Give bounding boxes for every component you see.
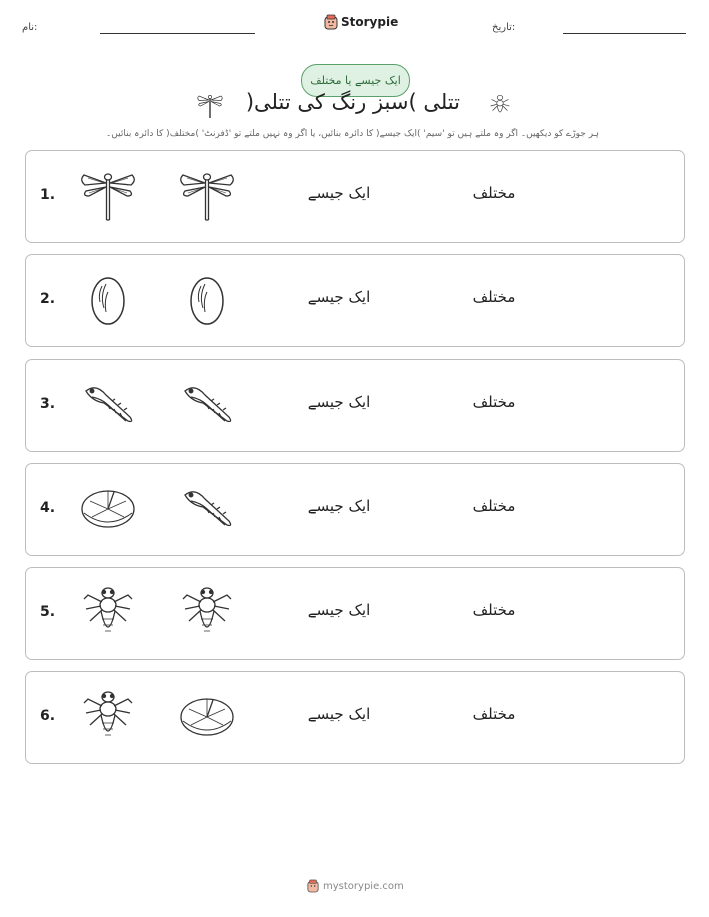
exercise-row: [25, 150, 685, 243]
nymph-icon: [177, 585, 237, 641]
nymph-jaw-icon: [177, 481, 237, 537]
egg-icon: [177, 272, 237, 328]
row-number: 1.: [40, 187, 56, 203]
dragonfly-icon: [177, 168, 237, 224]
nymph-icon: [78, 585, 138, 641]
date-line[interactable]: [563, 33, 686, 34]
dragonfly-icon: [193, 92, 227, 124]
nymph-jaw-icon: [78, 377, 138, 433]
exercise-row: [25, 254, 685, 347]
lily-pad-icon: [177, 689, 237, 745]
date-label: تاریخ:: [492, 22, 516, 33]
lily-pad-icon: [78, 481, 138, 537]
exercise-row: [25, 567, 685, 660]
exercise-row: [25, 671, 685, 764]
instructions: ہر جوڑے کو دیکھیں۔ اگر وہ ملتے ہیں تو 'سیم' )ایک جیسے( کا دائرہ بنائیں، یا اگر وہ نہیں ملتے تو 'ڈفرنٹ' )مختلف( کا دائرہ بنائیں۔: [106, 129, 599, 139]
nymph-jaw-icon: [177, 377, 237, 433]
title-row: [0, 90, 709, 124]
same-option[interactable]: ایک جیسے: [307, 601, 371, 619]
worksheet-header: [0, 10, 709, 40]
row-number: 5.: [40, 604, 56, 620]
brand-name: Storypie: [341, 15, 399, 29]
same-option[interactable]: ایک جیسے: [307, 705, 371, 723]
footer-url[interactable]: mystorypie.com: [323, 880, 404, 892]
same-option[interactable]: ایک جیسے: [307, 184, 371, 202]
footer: [307, 879, 404, 893]
worksheet-type-badge: ایک جیسے یا مختلف: [301, 64, 410, 97]
different-option[interactable]: مختلف: [472, 184, 516, 202]
same-option[interactable]: ایک جیسے: [307, 288, 371, 306]
different-option[interactable]: مختلف: [472, 705, 516, 723]
name-label: نام:: [22, 22, 38, 33]
dragonfly-icon: [78, 168, 138, 224]
same-option[interactable]: ایک جیسے: [307, 497, 371, 515]
row-number: 3.: [40, 396, 56, 412]
different-option[interactable]: مختلف: [472, 288, 516, 306]
name-line[interactable]: [100, 33, 255, 34]
brand-logo: [324, 14, 398, 30]
storypie-mascot-icon: [324, 14, 338, 30]
storypie-mascot-icon: [307, 879, 319, 893]
nymph-icon: [78, 689, 138, 745]
different-option[interactable]: مختلف: [472, 601, 516, 619]
row-number: 2.: [40, 291, 56, 307]
row-number: 6.: [40, 708, 56, 724]
different-option[interactable]: مختلف: [472, 497, 516, 515]
row-number: 4.: [40, 500, 56, 516]
exercise-row: [25, 463, 685, 556]
different-option[interactable]: مختلف: [472, 393, 516, 411]
same-option[interactable]: ایک جیسے: [307, 393, 371, 411]
page-title: تتلی )سبز رنگ کی تتلی(: [245, 90, 460, 114]
nymph-icon: [486, 90, 514, 126]
exercise-row: [25, 359, 685, 452]
egg-icon: [78, 272, 138, 328]
